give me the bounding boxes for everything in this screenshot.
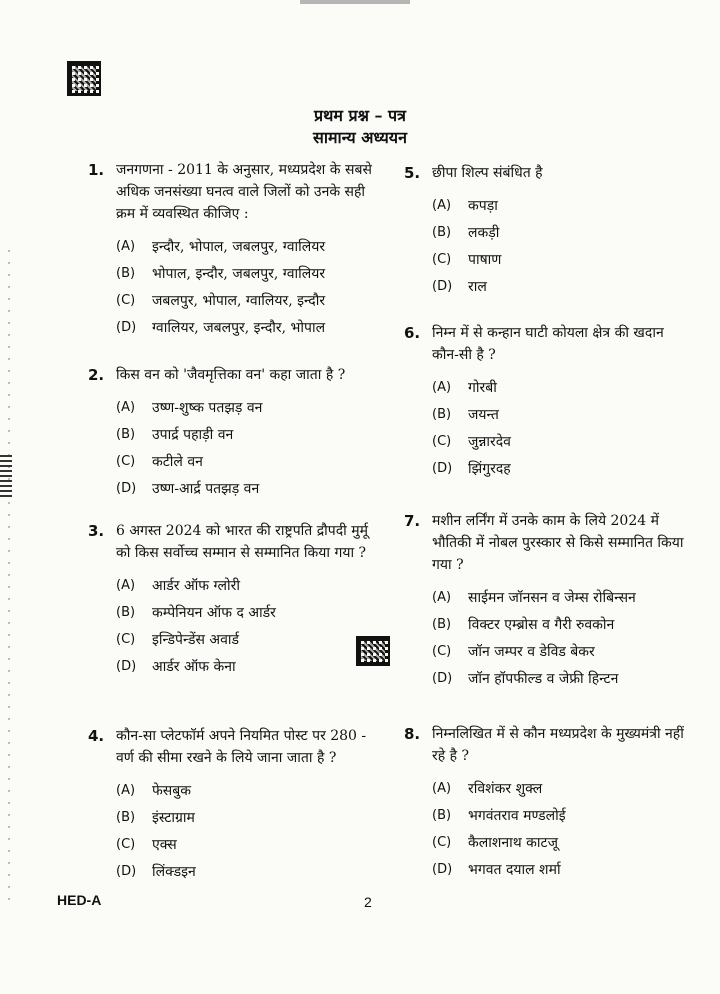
- option-a: [432, 192, 684, 219]
- option-text: ग्वालियर, जबलपुर, इन्दौर, भोपाल: [152, 320, 326, 336]
- option-letter: (C): [432, 644, 452, 659]
- paper-subtitle: सामान्य अध्ययन: [313, 128, 407, 147]
- option-a: [116, 394, 378, 421]
- option-letter: (D): [116, 320, 137, 335]
- top-scan-mark: [300, 0, 410, 4]
- option-letter: (D): [432, 461, 453, 476]
- option-letter: (B): [432, 225, 452, 240]
- question-8: [404, 723, 689, 883]
- option-text: उष्ण-आर्द्र पतझड़ वन: [152, 481, 260, 497]
- question-number: 7.: [404, 512, 421, 530]
- option-letter: (B): [116, 810, 136, 825]
- page-number: 2: [364, 894, 372, 910]
- option-letter: (C): [116, 454, 136, 469]
- option-a: [432, 374, 694, 401]
- options-list: [432, 775, 689, 883]
- option-b: [116, 421, 378, 448]
- left-edge-dots: [8, 250, 10, 900]
- option-text: जुन्नारदेव: [468, 434, 511, 450]
- option-letter: (C): [116, 632, 136, 647]
- option-a: [432, 584, 689, 611]
- option-d: [432, 665, 689, 692]
- option-letter: (B): [116, 427, 136, 442]
- question-number: 1.: [88, 161, 105, 179]
- option-text: कटीले वन: [152, 454, 203, 470]
- options-list: [432, 192, 684, 300]
- option-text: भोपाल, इन्दौर, जबलपुर, ग्वालियर: [152, 266, 326, 282]
- question-text: कौन-सा प्लेटफॉर्म अपने नियमित पोस्ट पर 280 - वर्ण की सीमा रखने के लिये जाना जाता है ?: [116, 728, 367, 766]
- option-text: आर्डर ऑफ ग्लोरी: [152, 578, 240, 594]
- option-text: जॉन हॉपफील्ड व जेफ्री हिन्टन: [468, 671, 619, 687]
- option-b: [116, 260, 378, 287]
- options-list: [432, 584, 689, 692]
- option-letter: (A): [432, 781, 452, 796]
- option-letter: (B): [432, 617, 452, 632]
- option-d: [116, 858, 373, 885]
- option-letter: (A): [116, 239, 136, 254]
- option-c: [432, 246, 684, 273]
- question-7: [404, 510, 689, 692]
- question-number: 5.: [404, 164, 421, 182]
- option-text: इन्दौर, भोपाल, जबलपुर, ग्वालियर: [152, 239, 326, 255]
- option-text: साईमन जॉनसन व जेम्स रोबिन्सन: [468, 590, 636, 606]
- option-letter: (A): [432, 380, 452, 395]
- option-d: [432, 856, 689, 883]
- option-letter: (A): [116, 400, 136, 415]
- question-text: छीपा शिल्प संबंधित है: [432, 165, 543, 181]
- option-text: विक्टर एम्ब्रोस व गैरी रुवकोन: [468, 617, 615, 633]
- question-number: 6.: [404, 324, 421, 342]
- question-2: [88, 364, 378, 502]
- option-c: [432, 428, 694, 455]
- option-b: [116, 599, 368, 626]
- question-4: [88, 725, 373, 885]
- option-b: [116, 804, 373, 831]
- options-list: [116, 233, 378, 341]
- option-text: झिंगुरदह: [468, 461, 511, 477]
- question-number: 3.: [88, 522, 105, 540]
- option-c: [116, 831, 373, 858]
- option-c: [116, 626, 368, 653]
- left-edge-mark: [0, 455, 12, 500]
- option-text: उपार्द्र पहाड़ी वन: [152, 427, 234, 443]
- option-letter: (C): [116, 293, 136, 308]
- option-b: [432, 401, 694, 428]
- option-letter: (D): [116, 659, 137, 674]
- option-text: फेसबुक: [152, 783, 192, 799]
- option-b: [432, 611, 689, 638]
- options-list: [116, 777, 373, 885]
- question-1: [88, 159, 378, 341]
- qr-code-icon: [67, 61, 101, 96]
- question-text: 6 अगस्त 2024 को भारत की राष्ट्रपति द्रौपदी मुर्मू को किस सर्वोच्च सम्मान से सम्मानित किया गया ?: [116, 523, 368, 561]
- option-letter: (D): [432, 279, 453, 294]
- option-letter: (B): [116, 605, 136, 620]
- question-5: [404, 162, 684, 300]
- option-letter: (D): [116, 481, 137, 496]
- option-d: [432, 455, 694, 482]
- booklet-code: HED-A: [57, 892, 102, 908]
- option-text: इंस्टाग्राम: [152, 810, 195, 826]
- option-letter: (D): [116, 864, 137, 879]
- option-a: [116, 777, 373, 804]
- option-letter: (B): [432, 808, 452, 823]
- option-letter: (A): [432, 590, 452, 605]
- option-text: गोरबी: [468, 380, 497, 396]
- option-text: कपड़ा: [468, 198, 498, 214]
- option-text: लिंक्डइन: [152, 864, 196, 880]
- option-letter: (C): [116, 837, 136, 852]
- option-letter: (C): [432, 835, 452, 850]
- option-letter: (B): [432, 407, 452, 422]
- question-number: 2.: [88, 366, 105, 384]
- option-text: भगवंतराव मण्डलोई: [468, 808, 566, 824]
- option-letter: (C): [432, 434, 452, 449]
- option-text: पाषाण: [468, 252, 502, 268]
- question-number: 8.: [404, 725, 421, 743]
- question-3: [88, 520, 368, 680]
- option-a: [432, 775, 689, 802]
- option-text: कैलाशनाथ काटजू: [468, 835, 559, 851]
- option-c: [116, 287, 378, 314]
- option-letter: (A): [432, 198, 452, 213]
- question-6: [404, 322, 694, 482]
- option-text: एक्स: [152, 837, 177, 853]
- option-letter: (B): [116, 266, 136, 281]
- option-text: आर्डर ऑफ केना: [152, 659, 236, 675]
- option-letter: (D): [432, 862, 453, 877]
- option-text: जॉन जम्पर व डेविड बेकर: [468, 644, 595, 660]
- option-letter: (A): [116, 783, 136, 798]
- paper-title: प्रथम प्रश्न – पत्र: [314, 106, 406, 125]
- option-text: राल: [468, 279, 487, 295]
- question-number: 4.: [88, 727, 105, 745]
- question-text: किस वन को 'जैवमृत्तिका वन' कहा जाता है ?: [116, 367, 346, 383]
- option-text: भगवत दयाल शर्मा: [468, 862, 561, 878]
- option-text: कम्पेनियन ऑफ द आर्डर: [152, 605, 276, 621]
- question-text: निम्न में से कन्हान घाटी कोयला क्षेत्र की खदान कौन-सी है ?: [432, 325, 664, 363]
- option-b: [432, 219, 684, 246]
- option-d: [432, 273, 684, 300]
- option-letter: (A): [116, 578, 136, 593]
- option-c: [432, 829, 689, 856]
- option-d: [116, 314, 378, 341]
- option-text: जयन्त: [468, 407, 499, 423]
- option-d: [116, 653, 368, 680]
- question-text: मशीन लर्निंग में उनके काम के लिये 2024 में भौतिकी में नोबल पुरस्कार से किसे सम्मानित किया गया ?: [432, 513, 684, 573]
- question-text: निम्नलिखित में से कौन मध्यप्रदेश के मुख्यमंत्री नहीं रहे है ?: [432, 726, 684, 764]
- option-a: [116, 572, 368, 599]
- option-text: जबलपुर, भोपाल, ग्वालियर, इन्दौर: [152, 293, 326, 309]
- question-text: जनगणना - 2011 के अनुसार, मध्यप्रदेश के सबसे अधिक जनसंख्या घनत्व वाले जिलों को उनके सही क्रम में व्यवस्थित कीजिए :: [116, 162, 372, 222]
- option-a: [116, 233, 378, 260]
- options-list: [116, 572, 368, 680]
- option-letter: (D): [432, 671, 453, 686]
- option-c: [432, 638, 689, 665]
- option-text: इन्डिपेन्डेंस अवार्ड: [152, 632, 239, 648]
- option-text: उष्ण-शुष्क पतझड़ वन: [152, 400, 263, 416]
- options-list: [432, 374, 694, 482]
- option-d: [116, 475, 378, 502]
- option-c: [116, 448, 378, 475]
- options-list: [116, 394, 378, 502]
- option-letter: (C): [432, 252, 452, 267]
- option-b: [432, 802, 689, 829]
- option-text: लकड़ी: [468, 225, 500, 241]
- option-text: रविशंकर शुक्ल: [468, 781, 543, 797]
